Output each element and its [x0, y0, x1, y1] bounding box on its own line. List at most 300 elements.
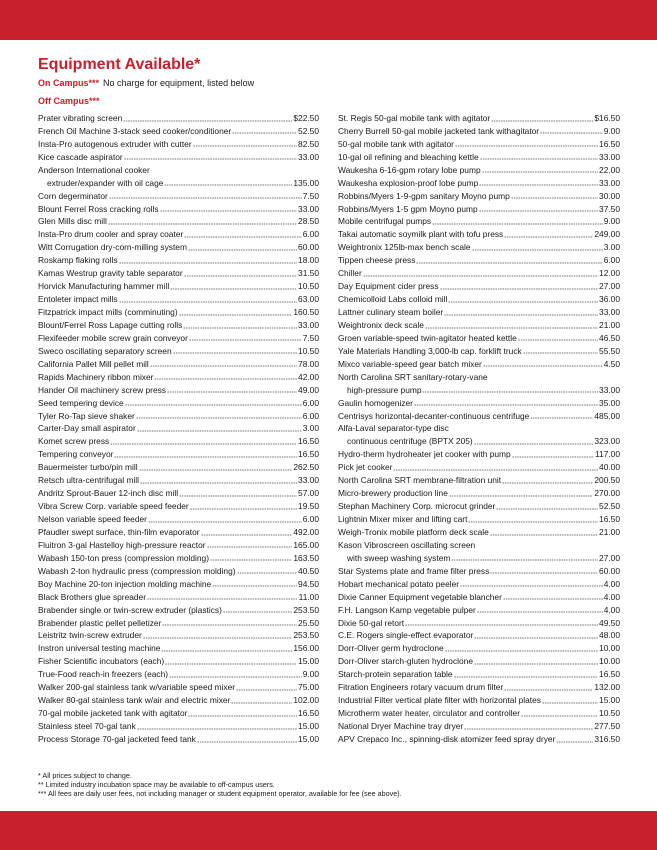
equipment-row [38, 240, 319, 253]
equipment-name: Insta-Pro autogenous extruder with cutter [38, 138, 192, 149]
equipment-name: Hander Oil machinery screw press [38, 384, 166, 395]
equipment-price: 82.50 [298, 138, 319, 149]
equipment-price: 75.00 [298, 682, 319, 693]
equipment-price: 4.00 [603, 578, 620, 589]
equipment-row [38, 176, 319, 189]
equipment-list-left [38, 111, 319, 745]
equipment-row [338, 240, 620, 253]
equipment-price: 262.50 [293, 462, 319, 473]
dot-leader [363, 266, 598, 277]
equipment-price: 16.50 [599, 669, 620, 680]
dot-leader [137, 422, 302, 433]
equipment-name: 70-gal mobile jacketed tank with agitator [38, 708, 188, 719]
equipment-price: 49.00 [298, 384, 319, 395]
on-campus-line [38, 78, 254, 89]
equipment-name: Waukesha 6-16-gpm rotary lobe pump [338, 164, 481, 175]
dot-leader [108, 215, 297, 226]
equipment-price: 48.00 [599, 630, 620, 641]
equipment-name: Robbins/Myers 1-9-gpm sanitary Moyno pump [338, 190, 510, 201]
dot-leader [474, 434, 594, 445]
equipment-name: Chemicolloid Labs colloid mill [338, 294, 448, 305]
equipment-row [38, 124, 319, 137]
page-title: Equipment Available* [38, 56, 201, 73]
equipment-name: Boy Machine 20-ton injection molding machine [38, 578, 212, 589]
equipment-row [38, 357, 319, 370]
equipment-price: 57.00 [298, 488, 319, 499]
equipment-row [338, 538, 620, 551]
dot-leader [210, 551, 292, 562]
equipment-row [338, 473, 620, 486]
equipment-row [38, 551, 319, 564]
equipment-row [38, 292, 319, 305]
footnotes [38, 771, 402, 798]
equipment-price: 21.00 [599, 526, 620, 537]
equipment-row [38, 719, 319, 732]
equipment-row [338, 176, 620, 189]
equipment-name: Weigh-Tronix mobile platform deck scale [338, 526, 489, 537]
equipment-name: 10-gal oil refining and bleaching kettle [338, 151, 479, 162]
dot-leader [414, 396, 598, 407]
equipment-name: Walker 200-gal stainless tank w/variable speed mixer [38, 682, 236, 693]
equipment-name: Blount Ferrel Ross cracking rolls [38, 203, 159, 214]
equipment-price: $16.50 [594, 112, 620, 123]
footnote: ** Limited industry incubation space may be available to off-campus users. [38, 780, 275, 789]
dot-leader [167, 383, 297, 394]
dot-leader [450, 422, 619, 433]
dot-leader [504, 680, 593, 691]
equipment-price: 10.50 [298, 345, 319, 356]
equipment-name: Lattner culinary steam boiler [338, 307, 444, 317]
equipment-row [338, 434, 620, 447]
equipment-name: Star Systems plate and frame filter press [338, 565, 490, 576]
equipment-name: Witt Corrugation dry-corn-milling system [38, 242, 187, 253]
equipment-name: Hobart mechanical potato peeler [338, 578, 460, 589]
equipment-list-right [338, 111, 620, 745]
equipment-price: 33.00 [298, 151, 319, 162]
equipment-name: Gaulin homogenizer [338, 397, 413, 408]
dot-leader [207, 538, 293, 549]
equipment-name: Pick jet cooker [338, 462, 393, 473]
equipment-row [338, 512, 620, 525]
equipment-name: Vibra Screw Corp. variable speed feeder [38, 501, 189, 512]
equipment-row [338, 654, 620, 667]
equipment-row [338, 215, 620, 228]
dot-leader [170, 279, 297, 290]
dot-leader [518, 331, 598, 342]
equipment-name: Hydro-therm hydroheater jet cooker with pump [338, 449, 511, 460]
dot-leader [511, 189, 598, 200]
equipment-name: Horvick Manufacturing hammer mill [38, 281, 170, 292]
dot-leader [454, 667, 599, 678]
dot-leader [440, 279, 598, 290]
equipment-price: 9.00 [603, 125, 620, 136]
dot-leader [490, 525, 598, 536]
equipment-name: Stainless steel 70-gal tank [38, 721, 136, 731]
dot-leader [490, 564, 598, 575]
equipment-name: Retsch ultra-centrifugal mill [38, 475, 139, 486]
equipment-row [38, 253, 319, 266]
equipment-price: 165.00 [293, 539, 319, 550]
equipment-name: North Carolina SRT membrane-filtration unit [338, 475, 502, 486]
equipment-row [338, 331, 620, 344]
dot-leader [477, 603, 603, 614]
equipment-price: 9.00 [603, 216, 620, 227]
equipment-row [38, 654, 319, 667]
equipment-price: 46.50 [599, 332, 620, 343]
equipment-price: 27.00 [599, 552, 620, 563]
equipment-name: Alfa-Laval separator-type disc [338, 423, 449, 434]
on-campus-note: No charge for equipment, listed below [103, 78, 255, 88]
dot-leader [140, 473, 297, 484]
equipment-name: Tippen cheese press [338, 255, 416, 266]
dot-leader [139, 460, 293, 471]
dot-leader [445, 641, 598, 652]
equipment-row [338, 603, 620, 616]
equipment-name: extruder/expander with oil cage [47, 177, 164, 188]
equipment-name: Centrisys horizontal-decanter-continuous centrifuge [338, 410, 530, 421]
equipment-name: Takai automatic soymilk plant with tofu press [338, 229, 504, 240]
equipment-price: 33.00 [298, 475, 319, 486]
equipment-name: St. Regis 50-gal mobile tank with agitator [338, 112, 491, 123]
equipment-row [38, 189, 319, 202]
equipment-name: 50-gal mobile tank with agitator [338, 138, 454, 149]
equipment-row [338, 253, 620, 266]
equipment-row [38, 383, 319, 396]
equipment-price: 11.00 [298, 591, 319, 602]
dot-leader [468, 512, 598, 523]
dot-leader [460, 577, 603, 588]
top-red-band [0, 0, 657, 40]
dot-leader [162, 616, 297, 627]
equipment-price: 16.50 [298, 436, 319, 447]
equipment-name: Prater vibrating screen [38, 112, 123, 123]
equipment-price: 135.00 [293, 177, 319, 188]
equipment-name: Wabash 2-ton hydraulic press (compression molding) [38, 565, 236, 576]
dot-leader [448, 292, 598, 303]
equipment-row [38, 150, 319, 163]
equipment-row [38, 486, 319, 499]
equipment-price: 33.00 [298, 203, 319, 214]
equipment-price: 15.00 [298, 733, 319, 744]
equipment-name: National Dryer Machine tray dryer [338, 721, 464, 731]
equipment-price: $22.50 [293, 112, 319, 123]
dot-leader [123, 111, 292, 122]
dot-leader [451, 551, 598, 562]
equipment-name: continuous centrifuge (BPTX 205) [347, 436, 473, 447]
dot-leader [496, 499, 598, 510]
equipment-row [38, 163, 319, 176]
equipment-row [338, 409, 620, 422]
equipment-price: 10.00 [599, 656, 620, 667]
equipment-row [38, 266, 319, 279]
dot-leader [231, 693, 292, 704]
equipment-name: North Carolina SRT sanitary-rotary-vane [338, 371, 488, 382]
equipment-name: F.H. Langson Kamp vegetable pulper [338, 604, 476, 615]
equipment-price: 33.00 [599, 177, 620, 188]
equipment-name: Day Equipment cider press [338, 281, 439, 292]
dot-leader [425, 318, 598, 329]
equipment-name: Yale Materials Handling 3,000-lb cap. forklift truck [338, 345, 522, 356]
equipment-price: 63.00 [298, 294, 319, 305]
equipment-price: 60.00 [298, 242, 319, 253]
dot-leader [137, 719, 297, 730]
equipment-price: 277.50 [594, 721, 620, 731]
dot-leader [179, 305, 293, 316]
dot-leader [416, 253, 602, 264]
dot-leader [432, 215, 603, 226]
equipment-name: Mixco variable-speed gear batch mixer [338, 358, 482, 369]
dot-leader [237, 564, 298, 575]
dot-leader [201, 525, 293, 536]
equipment-row [338, 383, 620, 396]
dot-leader [232, 124, 297, 135]
equipment-name: Insta-Pro drum cooler and spray coater [38, 229, 184, 240]
equipment-price: 27.00 [599, 281, 620, 292]
equipment-price: 15.00 [298, 656, 319, 667]
equipment-name: Nelson variable speed feeder [38, 514, 147, 524]
equipment-name: Roskamp flaking rolls [38, 255, 118, 266]
equipment-price: 31.50 [298, 268, 319, 279]
equipment-row [338, 318, 620, 331]
equipment-name: with sweep washing system [347, 552, 451, 563]
equipment-row [38, 111, 319, 124]
equipment-name: Process Storage 70-gal jacketed feed tank [38, 733, 196, 744]
equipment-name: Brabender plastic pellet pelletizer [38, 617, 162, 628]
equipment-row [338, 667, 620, 680]
equipment-row [38, 305, 319, 318]
equipment-name: Fisher Scientific incubators (each) [38, 656, 165, 667]
equipment-price: 3.00 [302, 423, 319, 434]
equipment-name: Walker 80-gal stainless tank w/air and electric mixer [38, 695, 231, 706]
dot-leader [476, 538, 619, 549]
bottom-red-band [0, 811, 657, 850]
on-campus-label: On Campus*** [38, 78, 100, 88]
equipment-price: 21.00 [599, 319, 620, 330]
equipment-row [38, 732, 319, 745]
dot-leader [124, 150, 297, 161]
equipment-price: 16.50 [298, 708, 319, 719]
equipment-name: Leistritz twin-screw extruder [38, 630, 142, 641]
equipment-row [338, 202, 620, 215]
equipment-name: Micro-brewery production line [338, 488, 448, 499]
equipment-row [338, 150, 620, 163]
equipment-row [38, 318, 319, 331]
dot-leader [151, 163, 318, 174]
equipment-price: 52.50 [599, 501, 620, 512]
dot-leader [165, 654, 297, 665]
equipment-row [38, 629, 319, 642]
dot-leader [449, 486, 594, 497]
dot-leader [110, 434, 297, 445]
dot-leader [503, 590, 603, 601]
equipment-name: Carter-Day small aspirator [38, 423, 136, 434]
footnote: *** All fees are daily user fees, not including manager or student equipment operator, available for fee (see above). [38, 789, 402, 798]
equipment-row [338, 525, 620, 538]
equipment-name: Robbins/Myers 1-5 gpm Moyno pump [338, 203, 478, 214]
dot-leader [147, 590, 298, 601]
dot-leader [119, 292, 297, 303]
equipment-row [38, 344, 319, 357]
dot-leader [504, 227, 593, 238]
equipment-name: Brabender single or twin-screw extruder (plastics) [38, 604, 222, 615]
equipment-row [38, 693, 319, 706]
equipment-row [338, 357, 620, 370]
dot-leader [474, 629, 598, 640]
equipment-name: Seed tempering device [38, 397, 124, 408]
equipment-row [38, 499, 319, 512]
equipment-name: Fitzpatrick impact mills (comminuting) [38, 307, 178, 317]
dot-leader [188, 706, 297, 717]
equipment-name: Glen Mills disc mill [38, 216, 107, 227]
off-campus-line [38, 96, 100, 107]
equipment-price: 33.00 [298, 319, 319, 330]
equipment-name: Sweco oscillating separatory screen [38, 345, 172, 356]
dot-leader [184, 266, 297, 277]
equipment-price: 163.50 [293, 552, 319, 563]
equipment-row [338, 137, 620, 150]
equipment-row [338, 447, 620, 460]
equipment-price: 9.00 [302, 669, 319, 680]
equipment-price: 6.00 [302, 410, 319, 421]
equipment-row [338, 396, 620, 409]
dot-leader [542, 693, 598, 704]
equipment-name: Bauermeister turbo/pin mill [38, 462, 138, 473]
equipment-name: Wabash 150-ton press (compression molding) [38, 552, 209, 563]
equipment-row [38, 564, 319, 577]
equipment-row [38, 202, 319, 215]
equipment-name: APV Crepaco Inc., spinning-disk atomizer feed spray dryer [338, 733, 556, 744]
equipment-price: 117.00 [595, 449, 620, 460]
equipment-price: 10.00 [599, 643, 620, 654]
equipment-row [338, 590, 620, 603]
equipment-row [38, 331, 319, 344]
equipment-name: Kason Vibroscreen oscillating screen [338, 539, 476, 550]
equipment-row [338, 499, 620, 512]
equipment-name: Andritz Sprout-Bauer 12-inch disc mill [38, 488, 179, 499]
dot-leader [540, 124, 603, 135]
equipment-price: 16.50 [599, 514, 620, 524]
dot-leader [189, 331, 302, 342]
equipment-row [38, 667, 319, 680]
equipment-name: Komet screw press [38, 436, 110, 447]
equipment-row [338, 189, 620, 202]
equipment-price: 22.00 [599, 164, 620, 175]
equipment-row [38, 577, 319, 590]
dot-leader [455, 137, 598, 148]
equipment-row [38, 525, 319, 538]
equipment-price: 323.00 [594, 436, 620, 447]
dot-leader [482, 163, 598, 174]
equipment-price: 6.00 [302, 229, 319, 240]
equipment-name: Fluitron 3-gal Hastelloy high-pressure reactor [38, 539, 206, 550]
equipment-row [338, 305, 620, 318]
equipment-name: high-pressure pump [347, 384, 422, 395]
equipment-price: 42.00 [298, 371, 319, 382]
equipment-name: Cherry Burrell 50-gal mobile jacketed tank withagitator [338, 125, 540, 136]
dot-leader [479, 176, 598, 187]
equipment-row [338, 279, 620, 292]
dot-leader [393, 460, 598, 471]
equipment-name: True-Food reach-in freezers (each) [38, 669, 169, 680]
equipment-price: 160.50 [293, 307, 319, 317]
equipment-row [38, 706, 319, 719]
equipment-row [338, 616, 620, 629]
equipment-row [338, 486, 620, 499]
equipment-row [38, 370, 319, 383]
dot-leader [444, 305, 598, 316]
equipment-price: 33.00 [599, 384, 620, 395]
equipment-price: 249.00 [594, 229, 620, 240]
equipment-row [338, 641, 620, 654]
equipment-name: Dorr-Oliver starch-gluten hydroclone [338, 656, 473, 667]
equipment-row [38, 215, 319, 228]
equipment-name: Dorr-Oliver germ hydroclone [338, 643, 444, 654]
equipment-price: 94.50 [298, 578, 319, 589]
dot-leader [160, 202, 297, 213]
equipment-price: 200.50 [594, 475, 620, 486]
equipment-row [38, 616, 319, 629]
equipment-name: Fitration Engineers rotary vacuum drum filter [338, 682, 504, 693]
equipment-row [338, 370, 620, 383]
equipment-name: Flexifeeder mobile screw grain conveyor [38, 332, 188, 343]
dot-leader [114, 447, 297, 458]
equipment-row [38, 538, 319, 551]
equipment-price: 10.50 [298, 281, 319, 292]
equipment-row [338, 460, 620, 473]
equipment-row [38, 279, 319, 292]
dot-leader [193, 137, 297, 148]
dot-leader [212, 577, 297, 588]
equipment-price: 6.00 [302, 514, 319, 524]
equipment-price: 485.00 [594, 410, 620, 421]
equipment-row [38, 422, 319, 435]
dot-leader [502, 473, 593, 484]
dot-leader [474, 654, 598, 665]
dot-leader [521, 706, 598, 717]
equipment-name: Corn degerminator [38, 190, 108, 201]
equipment-name: Weightronix deck scale [338, 319, 424, 330]
equipment-name: Dixie Canner Equipment vegetable blancher [338, 591, 502, 602]
equipment-name: Black Brothers glue spreader [38, 591, 146, 602]
equipment-price: 3.00 [603, 242, 620, 253]
equipment-row [38, 512, 319, 525]
equipment-name: Pfaudler swept surface, thin-film evaporator [38, 526, 200, 537]
dot-leader [119, 253, 297, 264]
equipment-row [38, 396, 319, 409]
equipment-name: Chiller [338, 268, 362, 279]
equipment-name: Tempering conveyor [38, 449, 114, 460]
dot-leader [223, 603, 293, 614]
dot-leader [173, 344, 297, 355]
equipment-row [38, 447, 319, 460]
equipment-price: 253.50 [293, 604, 319, 615]
equipment-row [38, 603, 319, 616]
dot-leader [161, 641, 292, 652]
dot-leader [125, 396, 302, 407]
equipment-name: Anderson International cooker [38, 164, 150, 175]
dot-leader [184, 227, 301, 238]
equipment-name: Waukesha explosion-proof lobe pump [338, 177, 479, 188]
equipment-price: 33.00 [599, 151, 620, 162]
dot-leader [480, 150, 598, 161]
equipment-row [38, 590, 319, 603]
equipment-row [338, 693, 620, 706]
equipment-row [338, 680, 620, 693]
equipment-price: 52.50 [298, 125, 319, 136]
equipment-row [38, 473, 319, 486]
equipment-price: 16.50 [298, 449, 319, 460]
equipment-row [338, 227, 620, 240]
